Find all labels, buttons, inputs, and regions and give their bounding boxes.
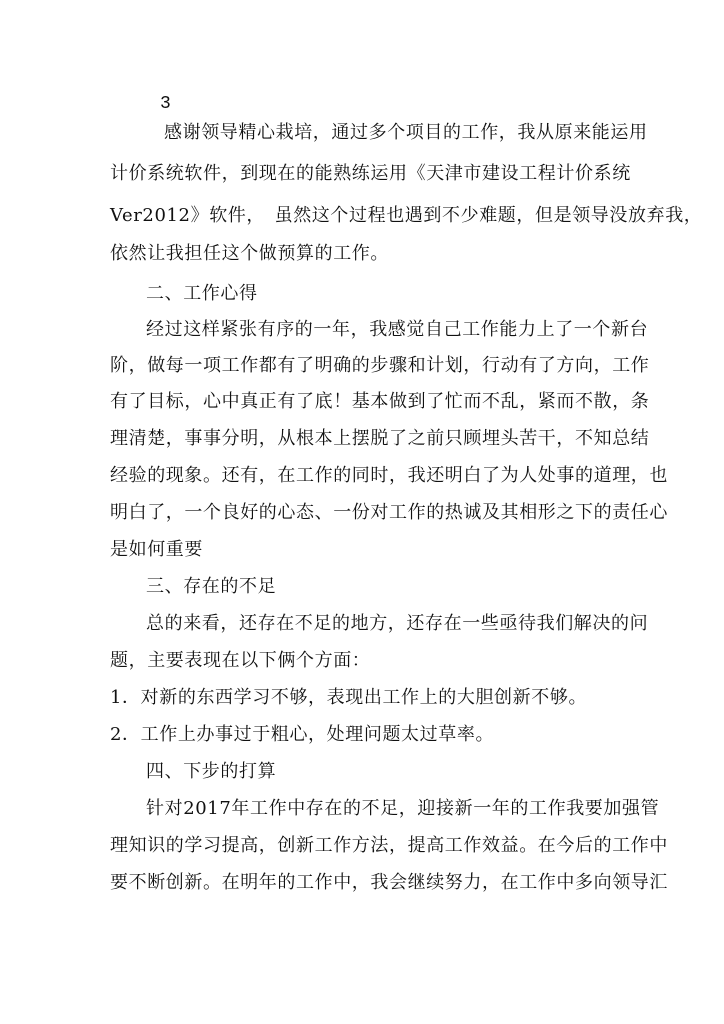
paragraph-line: 感谢领导精心栽培，通过多个项目的工作，我从原来能运用 [164, 122, 648, 143]
list-item: 2．工作上办事过于粗心，处理问题太过草率。 [110, 724, 495, 745]
paragraph-line: 针对2017年工作中存在的不足，迎接新一年的工作我要加强管 [146, 798, 660, 819]
paragraph-line: 经验的现象。还有，在工作的同时，我还明白了为人处事的道理，也 [110, 465, 668, 486]
paragraph-line: Ver2012》软件， 虽然这个过程也遇到不少难题，但是领导没放弃我， [110, 205, 703, 226]
paragraph-line: 要不断创新。在明年的工作中，我会继续努力，在工作中多向领导汇 [110, 872, 668, 893]
paragraph-line: 总的来看，还存在不足的地方，还存在一些亟待我们解决的问 [146, 613, 649, 634]
paragraph-line: 理知识的学习提高，创新工作方法，提高工作效益。在今后的工作中 [110, 835, 668, 856]
paragraph-line: 计价系统软件，到现在的能熟练运用《天津市建设工程计价系统 [110, 163, 631, 184]
section-heading: 二、工作心得 [146, 283, 258, 304]
paragraph-line: 题，主要表现在以下俩个方面： [110, 650, 371, 671]
page-number: 3 [160, 94, 172, 114]
paragraph-line: 明白了，一个良好的心态、一份对工作的热诚及其相形之下的责任心 [110, 502, 668, 523]
list-item: 1．对新的东西学习不够，表现出工作上的大胆创新不够。 [110, 687, 588, 708]
section-heading: 三、存在的不足 [146, 576, 277, 597]
paragraph-line: 阶，做每一项工作都有了明确的步骤和计划，行动有了方向，工作 [110, 355, 650, 376]
section-heading: 四、下步的打算 [146, 761, 277, 782]
paragraph-line: 是如何重要 [110, 539, 203, 560]
paragraph-line: 理清楚，事事分明，从根本上摆脱了之前只顾埋头苦干，不知总结 [110, 428, 650, 449]
paragraph-line: 依然让我担任这个做预算的工作。 [110, 243, 389, 264]
paragraph-line: 有了目标，心中真正有了底！基本做到了忙而不乱，紧而不散，条 [110, 391, 650, 412]
paragraph-line: 经过这样紧张有序的一年，我感觉自己工作能力上了一个新台 [146, 319, 649, 340]
